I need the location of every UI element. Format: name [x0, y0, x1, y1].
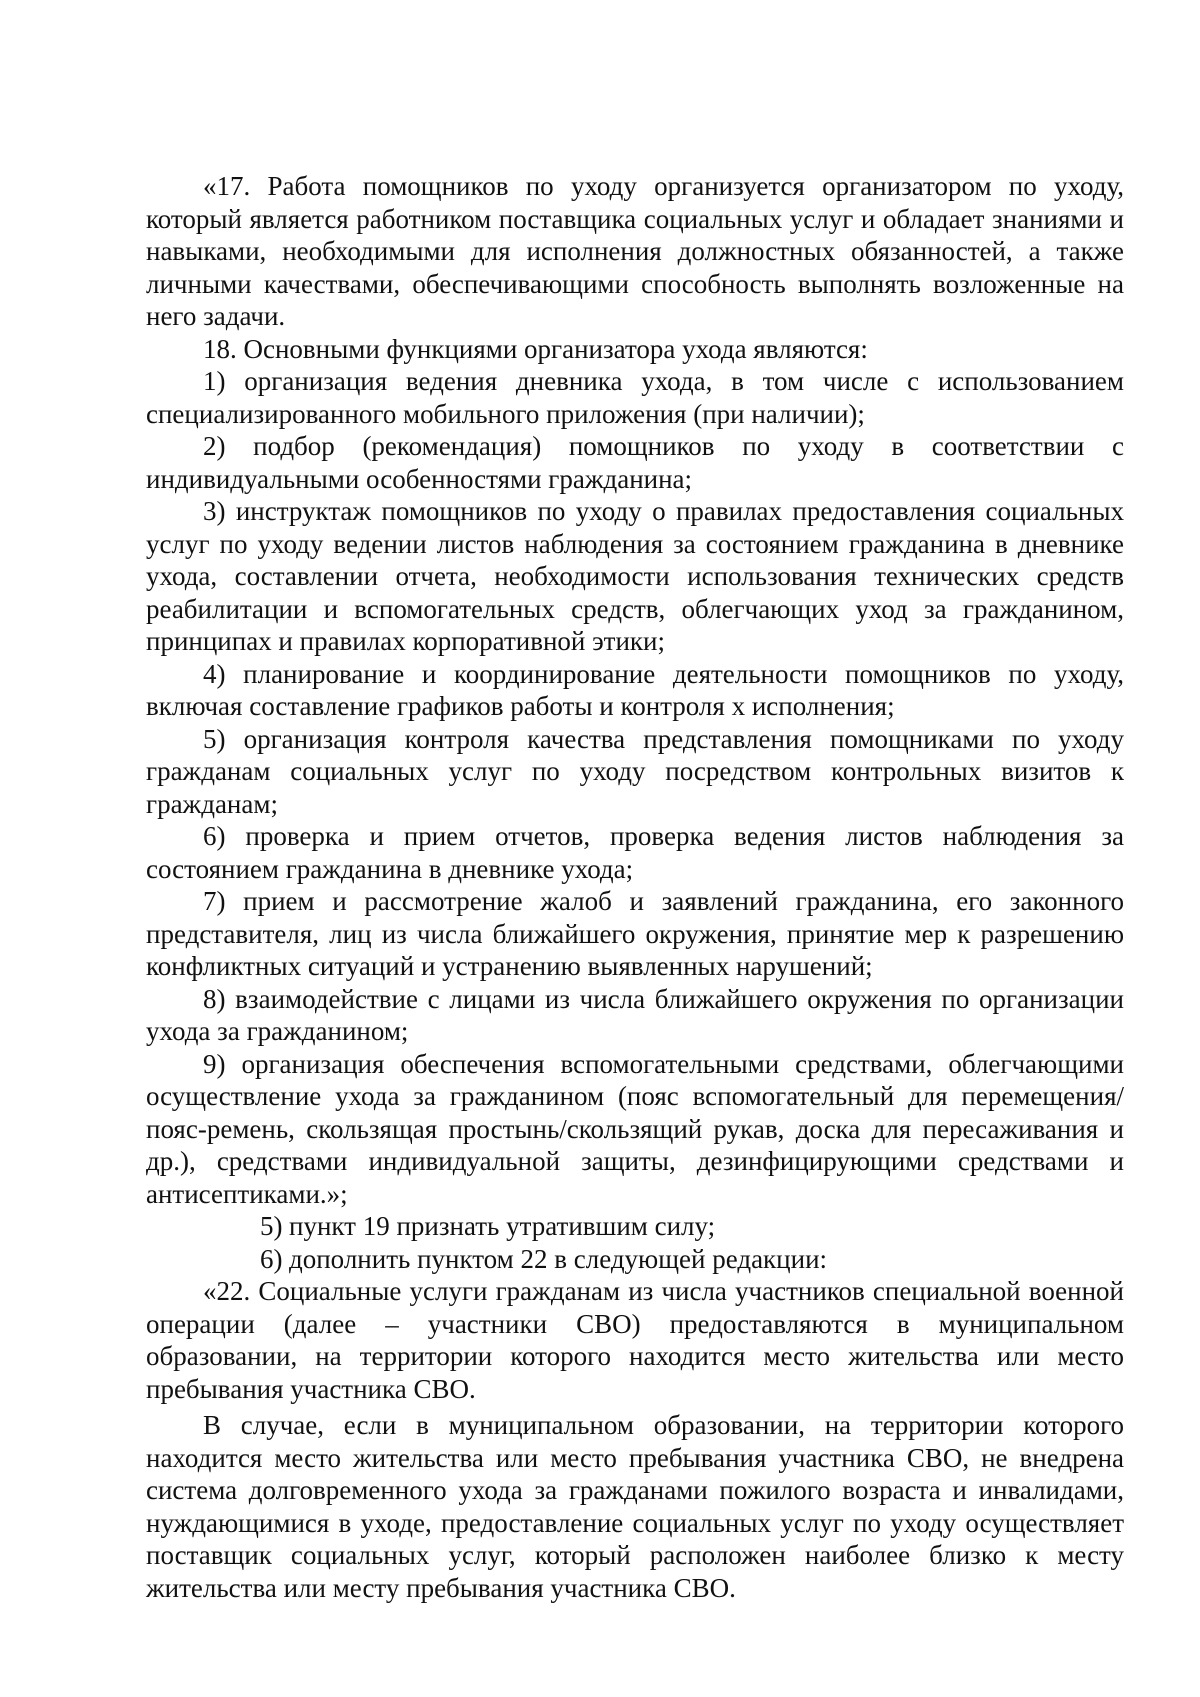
amendment-number: 5) — [260, 1211, 283, 1241]
amendment-item-6 — [146, 1243, 1124, 1276]
amendment-text: дополнить пунктом 22 в следующей редакции: — [289, 1243, 828, 1274]
paragraph-17: «17. Работа помощников по уходу организуется организатором по уходу, который является работником поставщика социальных услуг и обладает знаниями и навыками, необходимыми для исполнения должностных обязанностей, а также личными качествами, обеспечивающими способность выполнять возложенные на него задачи. — [146, 171, 1124, 331]
document-body — [146, 170, 1124, 1604]
paragraph-22-continuation: В случае, если в муниципальном образовании, на территории которого находится место жительства или место пребывания участника СВО, не внедрена система долговременного ухода за гражданами пожилого возраста и инвалидами, нуждающимися в уходе, предоставление социальных услуг по уходу осуществляет поставщик социальных услуг, который расположен наиболее близко к месту жительства или месту пребывания участника СВО. — [146, 1410, 1124, 1603]
amendment-item-5 — [146, 1210, 1124, 1243]
list-item-3: 3) инструктаж помощников по уходу о правилах предоставления социальных услуг по уходу ведении листов наблюдения за состоянием гражданина в дневнике ухода, составлении отчета, необходимости использования технических средств реабилитации и вспомогательных средств, облегчающих уход за гражданином, принципах и правилах корпоративной этики; — [146, 496, 1124, 656]
list-item-9: 9) организация обеспечения вспомогательными средствами, облегчающими осуществление ухода за гражданином (пояс вспомогательный для перемещения/пояс-ремень, скользящая простынь/скользящий рукав, доска для пересаживания и др.), средствами индивидуальной защиты, дезинфицирующими средствами и антисептиками.»; — [146, 1048, 1124, 1209]
list-item-8: 8) взаимодействие с лицами из числа ближайшего окружения по организации ухода за гражданином; — [146, 983, 1124, 1046]
list-item-4: 4) планирование и координирование деятельности помощников по уходу, включая составление графиков работы и контроля х исполнения; — [146, 658, 1124, 721]
paragraph-18: 18. Основными функциями организатора ухода являются: — [203, 333, 868, 364]
list-item-2: 2) подбор (рекомендация) помощников по уходу в соответствии с индивидуальными особенностями гражданина; — [146, 431, 1124, 494]
list-item-5: 5) организация контроля качества представления помощниками по уходу гражданам социальных услуг по уходу посредством контрольных визитов к гражданам; — [146, 723, 1124, 819]
amendment-text: пункт 19 признать утратившим силу; — [289, 1211, 716, 1241]
list-item-1: 1) организация ведения дневника ухода, в том числе с использованием специализированного мобильного приложения (при наличии); — [146, 366, 1124, 429]
amendment-number: 6) — [260, 1243, 283, 1274]
list-item-6: 6) проверка и прием отчетов, проверка ведения листов наблюдения за состоянием гражданина в дневнике ухода; — [146, 821, 1124, 884]
list-item-7: 7) прием и рассмотрение жалоб и заявлений гражданина, его законного представителя, лиц из числа ближайшего окружения, принятие мер к разрешению конфликтных ситуаций и устранению выявленных нарушений; — [146, 886, 1124, 981]
paragraph-22: «22. Социальные услуги гражданам из числа участников специальной военной операции (далее – участники СВО) предоставляются в муниципальном образовании, на территории которого находится место жительства или место пребывания участника СВО. — [146, 1276, 1124, 1404]
